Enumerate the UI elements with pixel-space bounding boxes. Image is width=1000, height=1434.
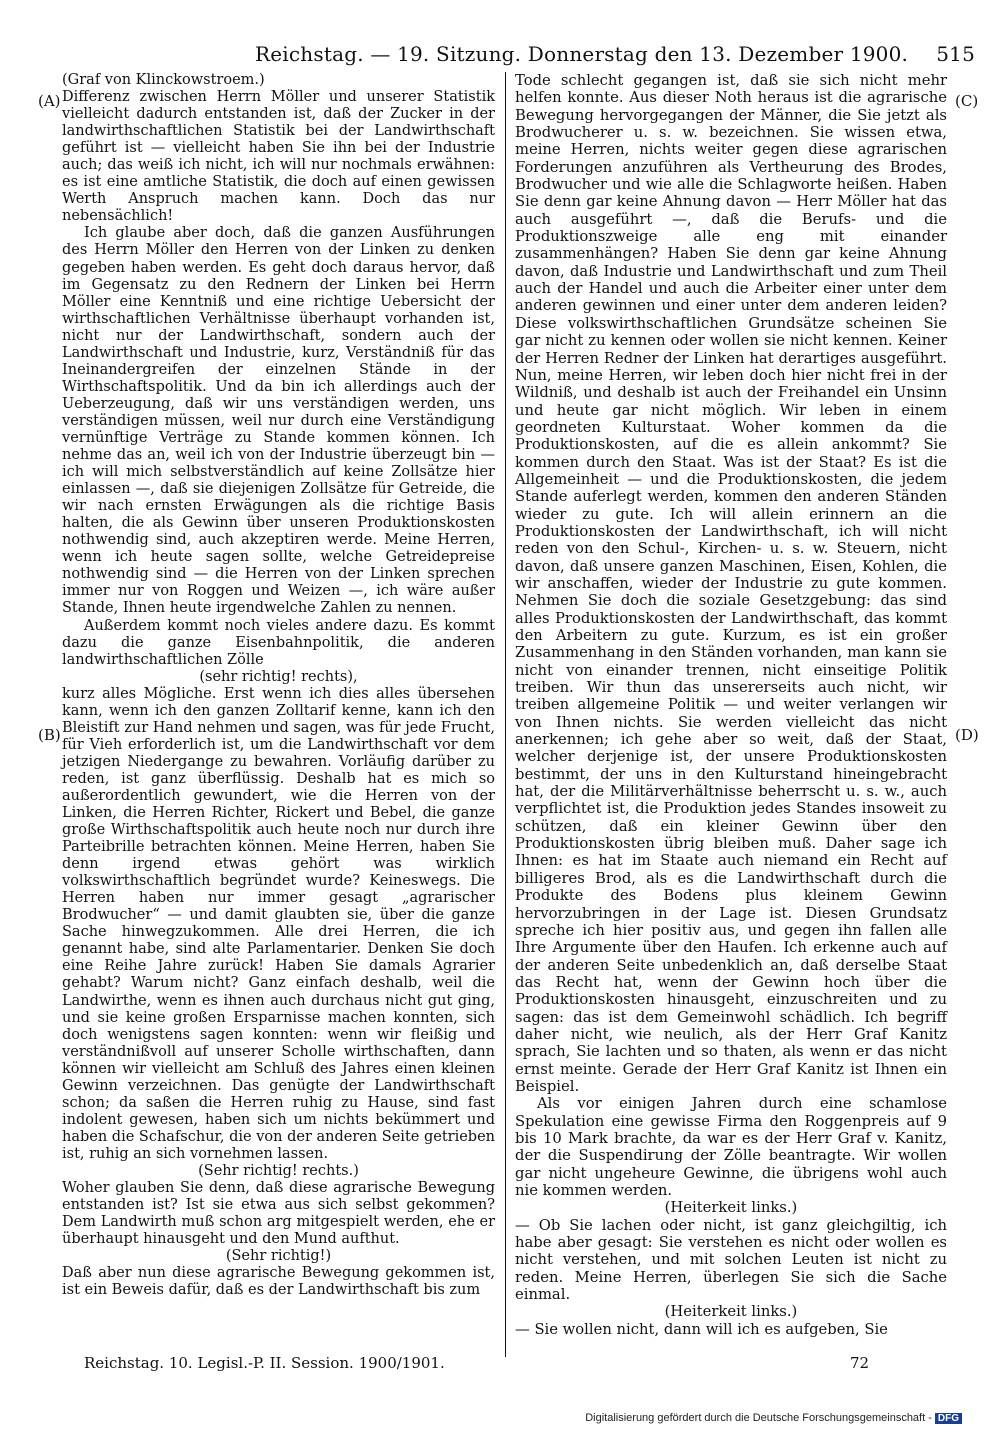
margin-marker-a: (A) [38,92,61,110]
left-paragraph-1: Differenz zwischen Herrn Möller und unserer Statistik vielleicht dadurch entstanden ist, daß der Zucker in der landwirthschaftlichen Statistik bei der Landwirthschaft geführt ist — vielleicht haben Sie ihn bei der Industrie auch; das weiß ich nicht, ich will nur nochmals erwähnen: es ist eine amtliche Statistik, die doch auf einen gewissen Werth Anspruch machen kann. Doch das nur nebensächlich! [62,89,495,225]
column-divider [505,72,506,1357]
right-paragraph-2: Als vor einigen Jahren durch eine schamlose Spekulation eine gewisse Firma den Roggenpreis auf 9 bis 10 Mark brachte, da war es der Herr Graf v. Kanitz, der die Suspendirung der Zölle beantragte. Wir wollen gar nicht ungeheure Gewinne, die übrigens wohl auch nie kommen werden. [515,1095,947,1199]
footer-session: Reichstag. 10. Legisl.-P. II. Session. 1900/1901. [84,1354,445,1372]
digitization-text: Digitalisierung gefördert durch die Deutsche Forschungsgemeinschaft - [585,1412,932,1424]
right-paragraph-1: Tode schlecht gegangen ist, daß sie sich nicht mehr helfen konnte. Aus dieser Noth heraus ist die agrarische Bewegung hervorgegangen der Männer, die Sie jetzt als Brodwucherer u. s. w. bezeichnen. Sie wissen etwa, meine Herren, nichts weiter gegen diese agrarischen Forderungen anzuführen als Vertheurung des Brodes, Brodwucher und wie alle die Schlagworte heißen. Haben Sie denn gar keine Ahnung davon — Herr Möller hat das auch ausgeführt —, daß die Berufs- und die Produktionszweige alle eng mit einander zusammenhängen? Haben Sie denn gar keine Ahnung davon, daß Industrie und Landwirthschaft und zum Theil auch der Handel und auch die Arbeiter einer unter dem anderen gewinnen und einer unter dem anderen leiden? Diese volkswirthschaftlichen Grundsätze scheinen Sie gar nicht zu kennen oder wollen sie nicht kennen. Keiner der Herren Redner der Linken hat derartiges ausgeführt. Nun, meine Herren, wir leben doch hier nicht frei in der Wildniß, und deshalb ist auch der Freihandel ein Unsinn und heute gar nicht möglich. Wir leben in einem geordneten Kulturstaat. Woher kommen da die Produktionskosten, auf die es allein ankommt? Sie kommen durch den Staat. Was ist der Staat? Es ist die Allgemeinheit — und die Produktionskosten, die jedem Stande auferlegt werden, kommen den anderen Ständen wieder zu gute. Ich will allein erinnern an die Produktionskosten der Landwirthschaft, ich will nicht reden von den Schul-, Kirchen- u. s. w. Steuern, nicht davon, daß unsere ganzen Maschinen, Eisen, Kohlen, die wir anschaffen, wieder der Industrie zu gute kommen. Nehmen Sie doch die soziale Gesetzgebung: das sind alles Produktionskosten der Landwirthschaft, das kommt den Arbeitern zu gute. Kurzum, es ist ein großer Zusammenhang in den Ständen vorhanden, man kann sie nicht von einander trennen, nicht einseitige Politik treiben. Wir thun das unsererseits auch nicht, wir treiben allgemeine Politik — und weiter verlangen wir von Ihnen nichts. Sie werden vielleicht das nicht anerkennen; ich gehe aber so weit, daß der Staat, welcher derjenige ist, der unsere Produktionskosten bestimmt, der uns in den Kulturstand hineingebracht hat, der die Militärverhältnisse beherrscht u. s. w., auch verpflichtet ist, die Produktion jedes Standes insoweit zu schützen, daß ein kleiner Gewinn über den Produktionskosten übrig bleiben muß. Daher sage ich Ihnen: es hat im Staate auch niemand ein Recht auf billigeres Brod, als es die Landwirthschaft durch die Produkte des Bodens plus kleinem Gewinn hervorzubringen in der Lage ist. Diesen Grundsatz spreche ich hier positiv aus, und gegen ihn fallen alle Ihre Argumente über den Haufen. Ich erkenne auch auf der anderen Seite unbedenklich an, daß derselbe Staat das Recht hat, wenn der Gewinn hoch über die Produktionskosten hinausgeht, einzuschreiten und zu sagen: das ist dem Gemeinwohl schädlich. Ich begriff daher nicht, wie neulich, als der Herr Graf Kanitz sprach, Sie lachten und so thaten, als wenn er das nicht ernst meinte. Gerade der Herr Graf Kanitz ist Ihnen ein Beispiel. [515,72,947,1095]
header-title: Reichstag. — 19. Sitzung. Donnerstag den 13. Dezember 1900. [255,42,909,66]
margin-marker-c: (C) [955,92,979,110]
left-column [62,72,495,1299]
page-header [255,42,975,72]
right-paragraph-4: — Sie wollen nicht, dann will ich es aufgeben, Sie [515,1320,888,1338]
digitization-note [585,1412,962,1424]
interjection: (Sehr richtig! rechts.) [198,1163,359,1179]
right-column [515,72,947,1338]
interjection: (Heiterkeit links.) [664,1303,798,1321]
page-number: 515 [936,42,975,66]
interjection: (Sehr richtig!) [225,1248,332,1265]
left-paragraph-2: Ich glaube aber doch, daß die ganzen Ausführungen des Herrn Möller den Herren von der Linken zu denken gegeben haben werden. Es geht doch daraus hervor, daß im Gegensatz zu den Rednern der Linken bei Herrn Möller eine Kenntniß und eine richtige Uebersicht der wirthschaftlichen Verhältnisse überhaupt vorhanden ist, nicht nur der Landwirthschaft, sondern auch der Landwirthschaft und Industrie, kurz, Verständniß für das Ineinandergreifen der einzelnen Stände in der Wirthschaftspolitik. Und da bin ich allerdings auch der Ueberzeugung, daß wir uns verständigen werden, uns verständigen müssen, weil nur durch eine Verständigung vernünftige Verträge zu Stande kommen können. Ich nehme das an, weil ich von der Industrie überzeugt bin — ich will mich selbstverständlich auf keine Zollsätze hier einlassen —, daß sie diejenigen Zollsätze für Getreide, die wir nach ernsten Erwägungen als die richtige Basis halten, die als Gewinn über unseren Produktionskosten nothwendig sind, auch akzeptiren werde. Meine Herren, wenn ich heute sagen sollte, welche Getreidepreise nothwendig sind — die Herren von der Linken sprechen immer nur von Roggen und Weizen —, ich wäre außer Stande, Ihnen heute irgendwelche Zahlen zu nennen. [62,225,495,617]
left-paragraph-4: kurz alles Mögliche. Erst wenn ich dies alles übersehen kann, wenn ich den ganzen Zolltarif kenne, kann ich den Bleistift zur Hand nehmen und sagen, was für jede Frucht, für Vieh erforderlich ist, um die Landwirthschaft vor dem jetzigen Niedergange zu bewahren. Vorläufig darüber zu reden, ist ganz überflüssig. Deshalb hat es mich so außerordentlich gewundert, wie die Herren von der Linken, die Herren Richter, Rickert und Bebel, die ganze große Wirthschaftspolitik auch heute noch nur durch ihre Parteibrille betrachten können. Meine Herren, haben Sie denn irgend etwas gehört was wirklich volkswirthschaftlich begründet wurde? Keineswegs. Die Herren haben nur immer gesagt „agrarischer Brodwucher“ — und damit glaubten sie, über die ganze Sache hinwegzukommen. Alle drei Herren, die ich genannt habe, sind alte Parlamentarier. Denken Sie doch eine Reihe Jahre zurück! Haben Sie damals Agrarier gehabt? Warum nicht? Ganz einfach deshalb, weil die Landwirthe, wenn es ihnen auch durchaus nicht gut ging, und sie keine großen Ersparnisse machen konnten, sich doch wenigstens sagen konnten: wenn wir fleißig und verständnißvoll auf unserer Scholle wirthschaften, dann können wir vielleicht am Schluß des Jahres einen kleinen Gewinn verzeichnen. Das genügte der Landwirthschaft schon; da saßen die Herren ruhig zu Hause, sind fast indolent gewesen, haben sich um nichts bekümmert und haben die Schafschur, die von der anderen Seite getrieben ist, ruhig an sich vornehmen lassen. [62,685,496,1162]
left-paragraph-6: Daß aber nun diese agrarische Bewegung gekommen ist, ist ein Beweis dafür, daß es der Landwirthschaft bis zum [62,1265,495,1299]
interjection: (sehr richtig! rechts), [199,668,358,685]
sheet-number: 72 [850,1354,870,1372]
right-paragraph-3: — Ob Sie lachen oder nicht, ist ganz gleichgiltig, ich habe aber gesagt: Sie verstehen es nicht oder wollen es nicht verstehen, und mit solchen Leuten ist nicht zu reden. Meine Herren, überlegen Sie sich die Sache einmal. [515,1216,947,1304]
margin-marker-d: (D) [955,726,979,744]
dfg-logo: DFG [935,1413,962,1424]
margin-marker-b: (B) [38,726,61,744]
speaker-note: (Graf von Klinckowstroem.) [62,72,265,88]
interjection: (Heiterkeit links.) [664,1199,798,1217]
left-paragraph-3: Außerdem kommt noch vieles andere dazu. Es kommt dazu die ganze Eisenbahnpolitik, die anderen landwirthschaftlichen Zölle [62,617,495,668]
left-paragraph-5: Woher glauben Sie denn, daß diese agrarische Bewegung entstanden ist? Ist sie etwa aus sich selbst gekommen? Dem Landwirth muß schon arg mitgespielt werden, ehe er überhaupt hinausgeht und den Mund aufthut. [62,1180,495,1248]
